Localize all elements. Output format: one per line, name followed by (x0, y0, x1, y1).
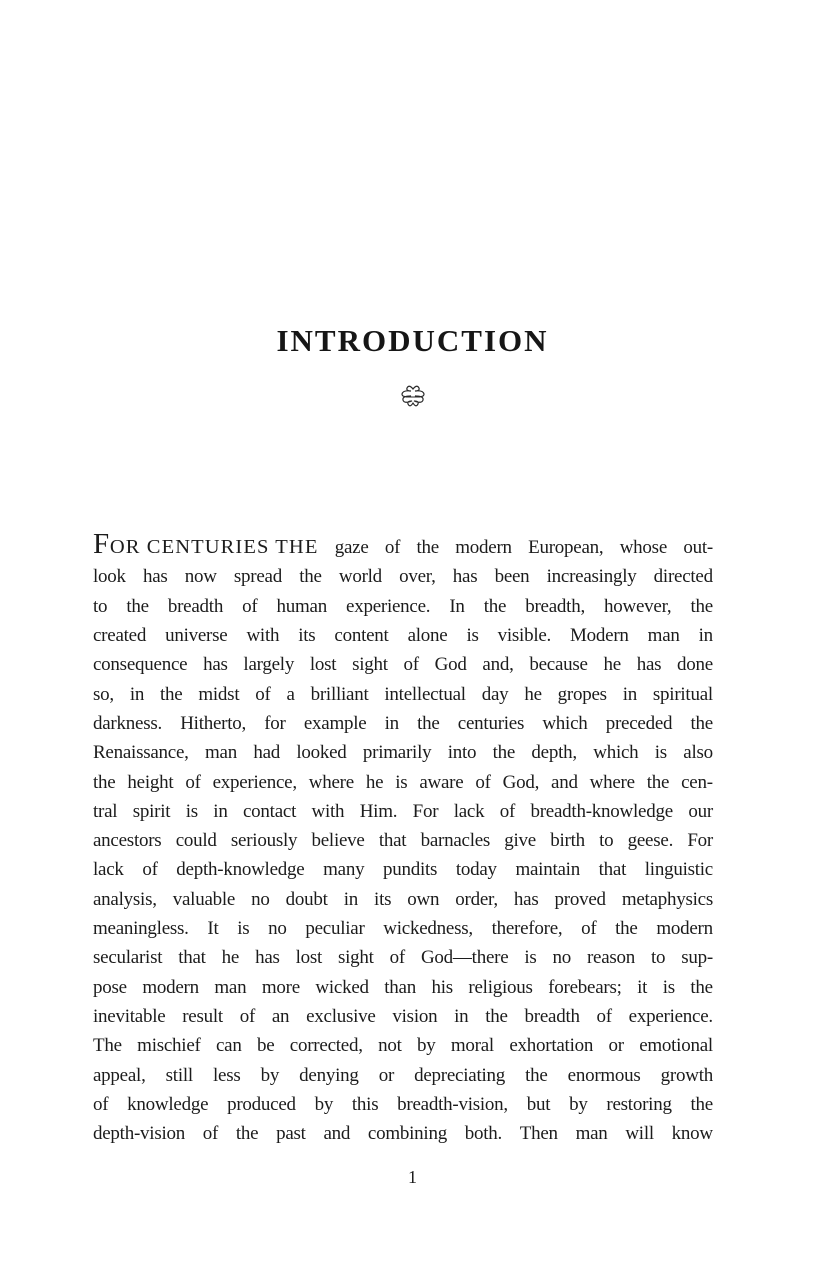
text-line: created universe with its content alone is visible. Modern man in (93, 624, 713, 646)
text-line: ancestors could seriously believe that barnacles give birth to geese. For (93, 830, 713, 852)
text-line: consequence has largely lost sight of God and, because he has done (93, 654, 713, 676)
text-line: inevitable result of an exclusive vision in the breadth of experience. (93, 1006, 713, 1027)
text-line: of knowledge produced by this breadth-vision, but by restoring the (93, 1093, 713, 1115)
text-line: look has now spread the world over, has been increasingly directed (93, 566, 713, 588)
text-line: secularist that he has lost sight of God—there is no reason to sup- (93, 947, 713, 969)
fleuron-icon (0, 383, 825, 411)
text-line: tral spirit is in contact with Him. For lack of breadth-knowledge our (93, 800, 713, 822)
chapter-heading: INTRODUCTION (276, 323, 549, 358)
page-number: 1 (408, 1167, 417, 1187)
opening-phrase (93, 528, 319, 562)
text-line: Renaissance, man had looked primarily into the depth, which is also (93, 742, 713, 764)
text-line: so, in the midst of a brilliant intellectual day he gropes in spiritual (93, 683, 713, 705)
text-line: pose modern man more wicked than his religious forebears; it is the (93, 976, 713, 998)
text-line: analysis, valuable no doubt in its own order, has proved metaphysics (93, 888, 713, 910)
text-line: the height of experience, where he is aware of God, and where the cen- (93, 771, 713, 793)
text-line: appeal, still less by denying or depreciating the enormous growth (93, 1064, 713, 1086)
text-line: darkness. Hitherto, for example in the centuries which preceded the (93, 712, 713, 734)
text-line: The mischief can be corrected, not by moral exhortation or emotional (93, 1035, 713, 1057)
opening-initial: F (93, 528, 109, 560)
text-line: lack of depth-knowledge many pundits today maintain that linguistic (93, 859, 713, 881)
text-line: depth-vision of the past and combining both. Then man will know (93, 1123, 713, 1145)
paragraph-body (93, 528, 713, 1149)
text-line: meaningless. It is no peculiar wickedness, therefore, of the modern (93, 918, 713, 940)
opening-small-caps: OR CENTURIES THE (109, 536, 319, 558)
paragraph-first-line: FOR CENTURIES THE gaze of the modern European, whose out- (93, 533, 713, 562)
text-line: to the breadth of human experience. In the breadth, however, the (93, 595, 713, 617)
